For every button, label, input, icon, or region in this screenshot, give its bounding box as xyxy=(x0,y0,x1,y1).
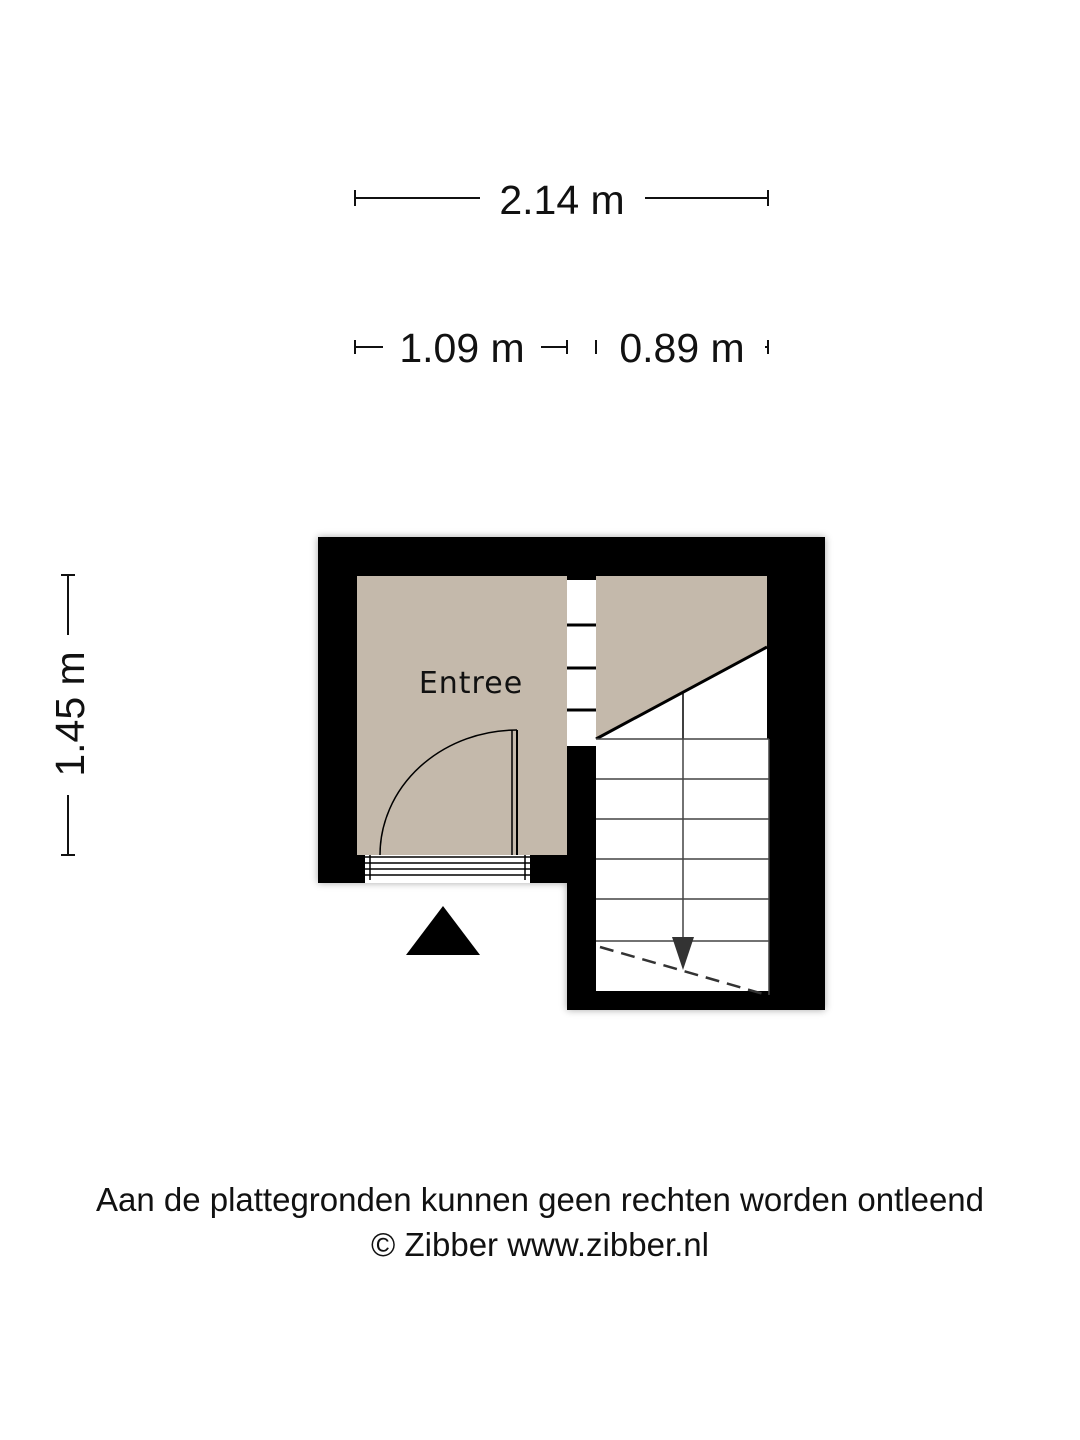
dimension-total-width xyxy=(355,177,768,223)
dimension-total-width-label: 2.14 m xyxy=(499,177,625,223)
dimension-right-width xyxy=(596,325,768,371)
entrance-arrow-icon xyxy=(406,906,480,955)
dimension-left-width-label: 1.09 m xyxy=(399,325,525,371)
dimension-height-label: 1.45 m xyxy=(47,651,93,777)
dimension-height xyxy=(47,575,93,855)
room-label-entree: Entree xyxy=(418,666,524,701)
wall-opening xyxy=(567,580,596,746)
disclaimer-text: Aan de plattegronden kunnen geen rechten worden ontleend xyxy=(95,1181,985,1218)
credit-text: © Zibber www.zibber.nl xyxy=(371,1226,709,1263)
dimension-right-width-label: 0.89 m xyxy=(619,325,745,371)
dimension-left-width xyxy=(355,325,567,371)
